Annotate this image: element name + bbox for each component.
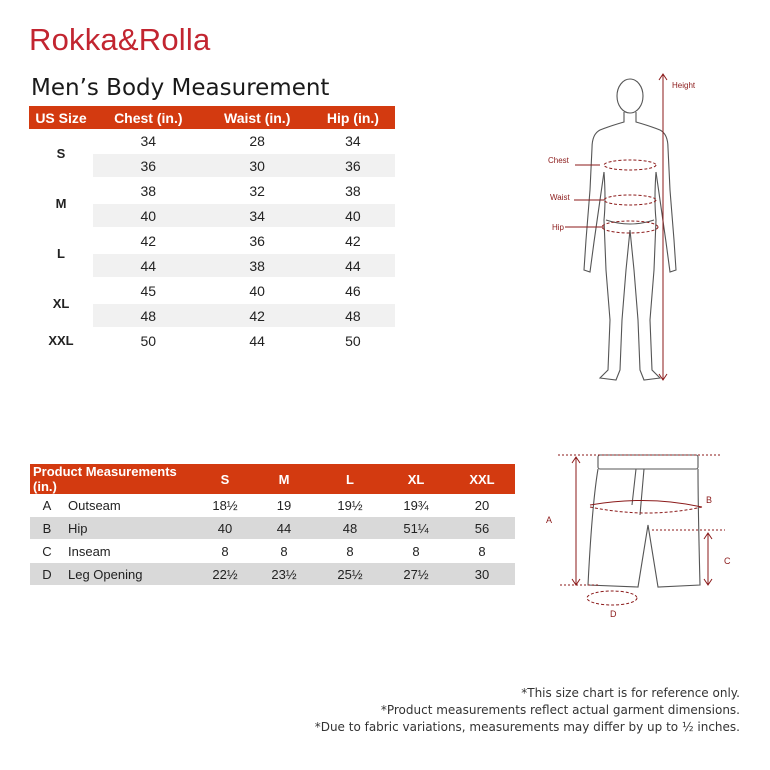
header-chest: Chest (in.) — [93, 106, 204, 129]
row-letter: D — [30, 563, 64, 586]
value-cell: 32 — [204, 178, 311, 203]
row-name: Leg Opening — [64, 563, 199, 586]
footnotes — [315, 685, 740, 736]
table-row — [30, 494, 515, 517]
value-cell: 19 — [251, 494, 317, 517]
value-cell: 34 — [204, 203, 311, 228]
product-measurement-table — [30, 464, 515, 586]
value-cell: 44 — [251, 517, 317, 540]
header-xxl: XXL — [449, 464, 515, 494]
table-header-row — [29, 106, 395, 129]
shorts-figure — [540, 445, 740, 625]
value-cell: 44 — [93, 253, 204, 278]
row-name: Hip — [64, 517, 199, 540]
row-name: Inseam — [64, 540, 199, 563]
header-xl: XL — [383, 464, 449, 494]
hip-label: Hip — [552, 223, 565, 232]
table-row — [30, 517, 515, 540]
value-cell: 30 — [204, 153, 311, 178]
value-cell: 48 — [311, 303, 395, 328]
value-cell: 42 — [204, 303, 311, 328]
value-cell: 23½ — [251, 563, 317, 586]
value-cell: 36 — [204, 228, 311, 253]
table-row — [29, 129, 395, 153]
brand-logo: Rokka&Rolla — [29, 22, 211, 57]
value-cell: 56 — [449, 517, 515, 540]
size-cell: XXL — [29, 328, 93, 353]
value-cell: 40 — [204, 278, 311, 303]
value-cell: 44 — [311, 253, 395, 278]
row-letter: B — [30, 517, 64, 540]
value-cell: 22½ — [199, 563, 251, 586]
value-cell: 40 — [311, 203, 395, 228]
value-cell: 8 — [383, 540, 449, 563]
value-cell: 48 — [317, 517, 383, 540]
value-cell: 30 — [449, 563, 515, 586]
value-cell: 42 — [311, 228, 395, 253]
value-cell: 8 — [449, 540, 515, 563]
footnote: *Due to fabric variations, measurements may differ by up to ½ inches. — [314, 720, 740, 734]
table-row — [30, 563, 515, 586]
chest-label: Chest — [548, 156, 569, 165]
value-cell: 38 — [93, 178, 204, 203]
value-cell: 38 — [204, 253, 311, 278]
header-us-size: US Size — [29, 106, 93, 129]
table-row — [29, 278, 395, 303]
value-cell: 8 — [251, 540, 317, 563]
value-cell: 20 — [449, 494, 515, 517]
value-cell: 19½ — [317, 494, 383, 517]
value-cell: 50 — [311, 328, 395, 353]
height-label: Height — [672, 81, 696, 90]
value-cell: 34 — [311, 129, 395, 153]
value-cell: 46 — [311, 278, 395, 303]
header-l: L — [317, 464, 383, 494]
header-s: S — [199, 464, 251, 494]
label-d: D — [610, 609, 617, 619]
value-cell: 36 — [311, 153, 395, 178]
value-cell: 51¼ — [383, 517, 449, 540]
value-cell: 28 — [204, 129, 311, 153]
body-figure — [540, 70, 720, 390]
table-row — [29, 328, 395, 353]
value-cell: 27½ — [383, 563, 449, 586]
size-cell: S — [29, 129, 93, 178]
table-row — [30, 540, 515, 563]
value-cell: 18½ — [199, 494, 251, 517]
row-letter: C — [30, 540, 64, 563]
body-measurement-table — [29, 106, 395, 354]
value-cell: 38 — [311, 178, 395, 203]
label-c: C — [724, 556, 731, 566]
value-cell: 42 — [93, 228, 204, 253]
label-b: B — [706, 495, 713, 505]
header-m: M — [251, 464, 317, 494]
value-cell: 45 — [93, 278, 204, 303]
value-cell: 48 — [93, 303, 204, 328]
body-silhouette — [584, 79, 676, 380]
footnote: *This size chart is for reference only. — [521, 686, 740, 700]
body-measurement-title: Men’s Body Measurement — [31, 75, 330, 101]
row-name: Outseam — [64, 494, 199, 517]
table-row — [29, 228, 395, 253]
value-cell: 8 — [317, 540, 383, 563]
value-cell: 40 — [93, 203, 204, 228]
size-cell: XL — [29, 278, 93, 328]
value-cell: 44 — [204, 328, 311, 353]
label-a: A — [546, 515, 553, 525]
header-product: Product Measurements (in.) — [30, 464, 199, 494]
value-cell: 25½ — [317, 563, 383, 586]
value-cell: 8 — [199, 540, 251, 563]
waist-label: Waist — [550, 193, 570, 202]
value-cell: 19¾ — [383, 494, 449, 517]
table-row — [29, 178, 395, 203]
measure-guides — [565, 74, 667, 380]
size-cell: M — [29, 178, 93, 228]
footnote: *Product measurements reflect actual garment dimensions. — [380, 703, 740, 717]
value-cell: 36 — [93, 153, 204, 178]
size-cell: L — [29, 228, 93, 278]
header-hip: Hip (in.) — [311, 106, 395, 129]
value-cell: 40 — [199, 517, 251, 540]
shorts-outline — [588, 455, 700, 587]
value-cell: 50 — [93, 328, 204, 353]
value-cell: 34 — [93, 129, 204, 153]
header-waist: Waist (in.) — [204, 106, 311, 129]
row-letter: A — [30, 494, 64, 517]
table-header-row — [30, 464, 515, 494]
